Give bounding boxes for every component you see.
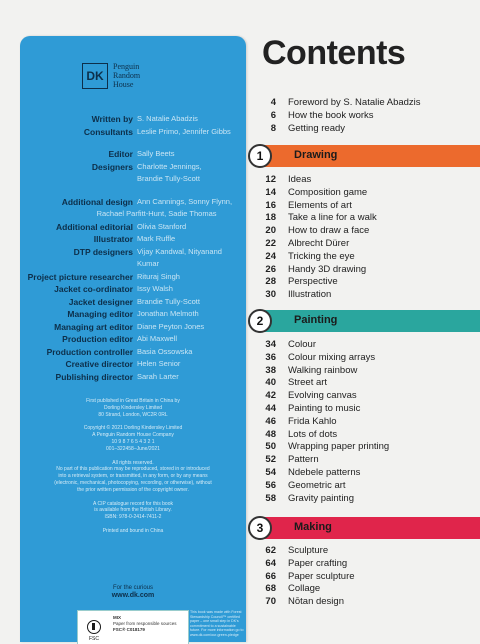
toc-entry: 30 Illustration	[265, 289, 332, 301]
credit-row: Publishing director Sarah Larter	[55, 371, 179, 382]
fsc-note: This book was made with Forest Stewardship Council™ certified paper – one small step in DK's commitment to a sustainable future. For more information go to www.dk.com/our-green-pledge	[190, 610, 244, 637]
publisher-logo	[82, 62, 140, 89]
penguin-random-house-logo: Penguin Random House	[113, 62, 141, 89]
toc-entry: 50 Wrapping paper printing	[265, 441, 390, 453]
toc-entry: 24 Tricking the eye	[265, 250, 355, 262]
toc-entry: 26 Handy 3D drawing	[265, 263, 367, 275]
toc-entry: 40 Street art	[265, 377, 328, 389]
page-title: Contents	[262, 34, 406, 72]
section-header-making	[248, 517, 480, 539]
credit-row: Jacket co-ordinator Issy Walsh	[54, 284, 173, 294]
toc-entry: 14 Composition game	[265, 186, 368, 198]
credit-row: Written by S. Natalie Abadzis	[91, 114, 198, 124]
toc-entry: 12 Ideas	[265, 174, 312, 185]
toc-entry: 20 How to draw a face	[265, 225, 370, 237]
toc-entry: 68 Collage	[265, 583, 321, 595]
toc-entry: 18 Take a line for a walk	[265, 212, 377, 224]
credit-row: Production controller Basia Ossowska	[46, 346, 193, 357]
section-header-painting	[248, 310, 480, 332]
toc-entry: 34 Colour	[265, 339, 316, 350]
toc-entry: 46 Frida Kahlo	[265, 415, 337, 427]
section-number-badge: 3	[248, 516, 272, 540]
toc-entry: 36 Colour mixing arrays	[265, 351, 376, 363]
toc-entry: 42 Evolving canvas	[265, 390, 357, 402]
credit-row: Additional design Ann Cannings, Sonny Flynn,	[61, 196, 233, 207]
credit-row: Creative director Helen Senior	[65, 359, 181, 369]
toc-entry: 54 Ndebele patterns	[265, 466, 361, 478]
toc-entry: 38 Walking rainbow	[265, 364, 358, 376]
copyright-notice: Copyright © 2021 Dorling Kindersley Limited A Penguin Random House Company 10 9 8 7 6 5 4 3 2 1 001–322458–June/2021	[83, 425, 183, 452]
toc-entry: 48 Lots of dots	[265, 428, 338, 440]
toc-entry: 8 Getting ready	[270, 122, 346, 134]
printed-in: Printed and bound in China	[102, 527, 164, 534]
imprint-text	[20, 398, 246, 542]
section-title: Painting	[294, 314, 338, 326]
dk-logo: DK	[82, 63, 108, 89]
making-entries	[256, 545, 355, 609]
toc-entry: 4 Foreword by S. Natalie Abadzis	[270, 97, 421, 108]
toc-entry: 56 Geometric art	[265, 479, 346, 491]
website-block: For the curious www.dk.com	[111, 585, 155, 599]
toc-entry: 66 Paper sculpture	[265, 570, 355, 582]
credit-row: Brandie Tully-Scott	[137, 174, 200, 183]
credit-row: Jacket designer Brandie Tully-Scott	[68, 296, 200, 307]
credit-row: Production editor Abi Maxwell	[62, 334, 178, 344]
credit-row: Managing editor Jonathan Melmoth	[67, 309, 199, 319]
credit-row: Project picture researcher Rituraj Singh	[27, 271, 180, 282]
credit-row: Additional editorial Olivia Stanford	[56, 221, 187, 232]
toc-entry: 64 Paper crafting	[265, 557, 348, 569]
toc-entry: 16 Elements of art	[265, 199, 352, 211]
credit-row: Consultants Leslie Primo, Jennifer Gibbs	[83, 126, 231, 137]
toc-entry: 70 Nōtan design	[265, 596, 344, 608]
section-header-drawing	[248, 145, 480, 167]
painting-entries	[256, 339, 389, 505]
credit-row: Designers Charlotte Jennings,	[91, 161, 202, 172]
intro-entries	[256, 97, 421, 135]
catalogue-record: A CIP catalogue record for this book is available from the British Library. ISBN: 978-0-2414-7411-2	[93, 500, 173, 521]
credit-row: DTP designers Vijay Kandwal, Nityanand Kumar	[73, 246, 222, 268]
section-number-badge: 1	[248, 144, 272, 168]
fsc-label: FSC MIX Paper from responsible sources FSC® C018179	[77, 610, 189, 644]
drawing-entries	[256, 174, 377, 302]
tree-icon	[87, 620, 101, 634]
credits-panel	[20, 36, 246, 642]
toc-entry: 52 Pattern	[265, 454, 319, 466]
toc-entry: 62 Sculpture	[265, 545, 329, 556]
toc-entry: 28 Perspective	[265, 276, 338, 288]
toc-entry: 58 Gravity painting	[265, 492, 355, 504]
fsc-logo: FSC	[78, 611, 110, 644]
section-title: Making	[294, 521, 332, 533]
section-title: Drawing	[294, 149, 338, 161]
first-published: First published in Great Britain in China by Dorling Kindersley Limited 80 Strand, London, WC2R 0RL	[86, 398, 180, 418]
rights-notice: All rights reserved. No part of this publication may be reproduced, stored in or introduced into a retrieval system, or transmitted, in any form, or by any means (electronic, mechanical, photocopying, recording, or otherwise), without the prior written permission of the copyright owner.	[54, 459, 212, 493]
section-number-badge: 2	[248, 309, 272, 333]
credit-row: Rachael Parfitt-Hunt, Sadie Thomas	[96, 209, 217, 218]
credit-row: Managing art editor Diane Peyton Jones	[54, 321, 205, 332]
toc-entry: 22 Albrecht Dürer	[265, 237, 350, 249]
credit-row: Editor Sally Beets	[108, 149, 175, 159]
toc-entry: 6 How the book works	[270, 109, 374, 121]
website-link[interactable]: www.dk.com	[111, 592, 155, 599]
credits-list	[20, 113, 246, 383]
toc-entry: 44 Painting to music	[265, 402, 361, 414]
credit-row: Illustrator Mark Ruffle	[93, 234, 176, 244]
